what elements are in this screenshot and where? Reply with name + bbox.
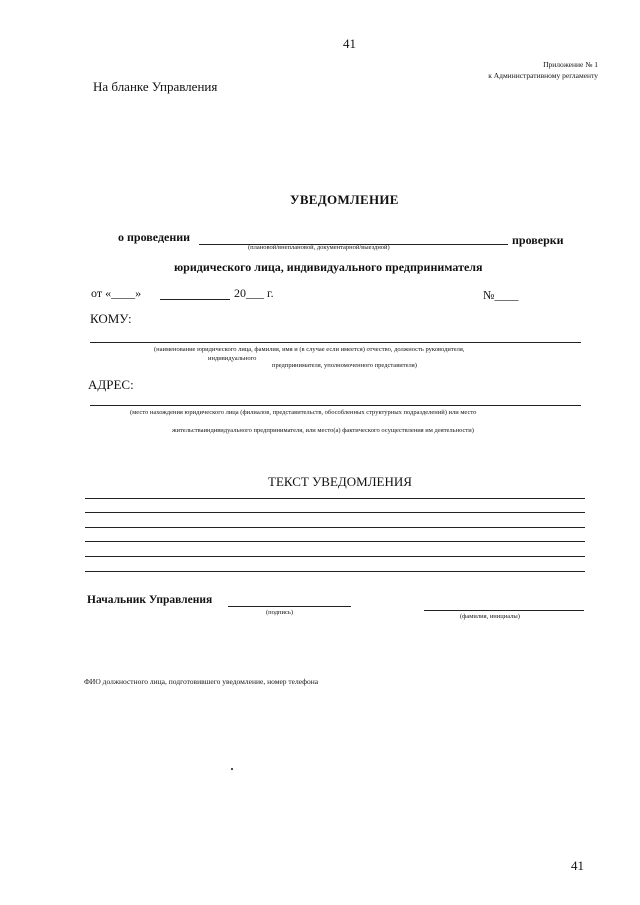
address-label: АДРЕС: xyxy=(88,377,134,392)
appendix-line-2: к Административному регламенту xyxy=(488,71,598,80)
about-prefix: о проведении xyxy=(118,230,191,244)
date-month-line[interactable] xyxy=(160,299,230,300)
to-label: КОМУ: xyxy=(90,311,132,326)
address-line[interactable] xyxy=(90,405,581,406)
stray-dot xyxy=(231,768,233,770)
document-title: УВЕДОМЛЕНИЕ xyxy=(290,192,399,207)
body-line[interactable] xyxy=(85,571,585,572)
signatory-label: Начальник Управления xyxy=(87,594,213,606)
page-number-top: 41 xyxy=(343,36,356,51)
address-hint-2: жительстваиндивидуального предпринимателя, или место(а) фактического осуществления им деятельности) xyxy=(172,427,474,434)
page-number-bottom: 41 xyxy=(571,858,584,873)
body-line[interactable] xyxy=(85,527,585,528)
inspection-type-hint: (плановой/внеплановой, документарной/выездной) xyxy=(248,244,390,251)
recipient-hint-3: предпринимателя, уполномоченного представителя) xyxy=(272,362,417,369)
body-line[interactable] xyxy=(85,512,585,513)
name-line[interactable] xyxy=(424,610,584,611)
body-line[interactable] xyxy=(85,556,585,557)
signature-line[interactable] xyxy=(228,606,351,607)
body-line[interactable] xyxy=(85,541,585,542)
document-number[interactable]: №____ xyxy=(483,288,519,302)
about-subject: юридического лица, индивидуального предпринимателя xyxy=(174,260,483,274)
name-hint: (фамилия, инициалы) xyxy=(460,613,520,620)
signature-hint: (подпись) xyxy=(266,609,293,616)
appendix-line-1: Приложение № 1 xyxy=(543,60,598,69)
date-from[interactable]: от «____» xyxy=(91,286,142,300)
address-hint-1: (место нахождения юридического лица (филиалов, представительств, обособленных структурных подразделений) или место xyxy=(130,409,477,416)
recipient-hint-2: индивидуального xyxy=(208,355,257,362)
letterhead-note: На бланке Управления xyxy=(93,79,218,94)
date-year[interactable]: 20___ г. xyxy=(234,286,274,300)
recipient-hint-1: (наименование юридического лица, фамилия, имя и (в случае если имеется) отчество, должность руководителя, xyxy=(154,346,465,353)
preparer-note: ФИО должностного лица, подготовившего уведомление, номер телефона xyxy=(84,677,319,686)
recipient-line[interactable] xyxy=(90,342,581,343)
body-title: ТЕКСТ УВЕДОМЛЕНИЯ xyxy=(268,474,412,489)
about-suffix: проверки xyxy=(512,233,564,247)
body-line[interactable] xyxy=(85,498,585,499)
